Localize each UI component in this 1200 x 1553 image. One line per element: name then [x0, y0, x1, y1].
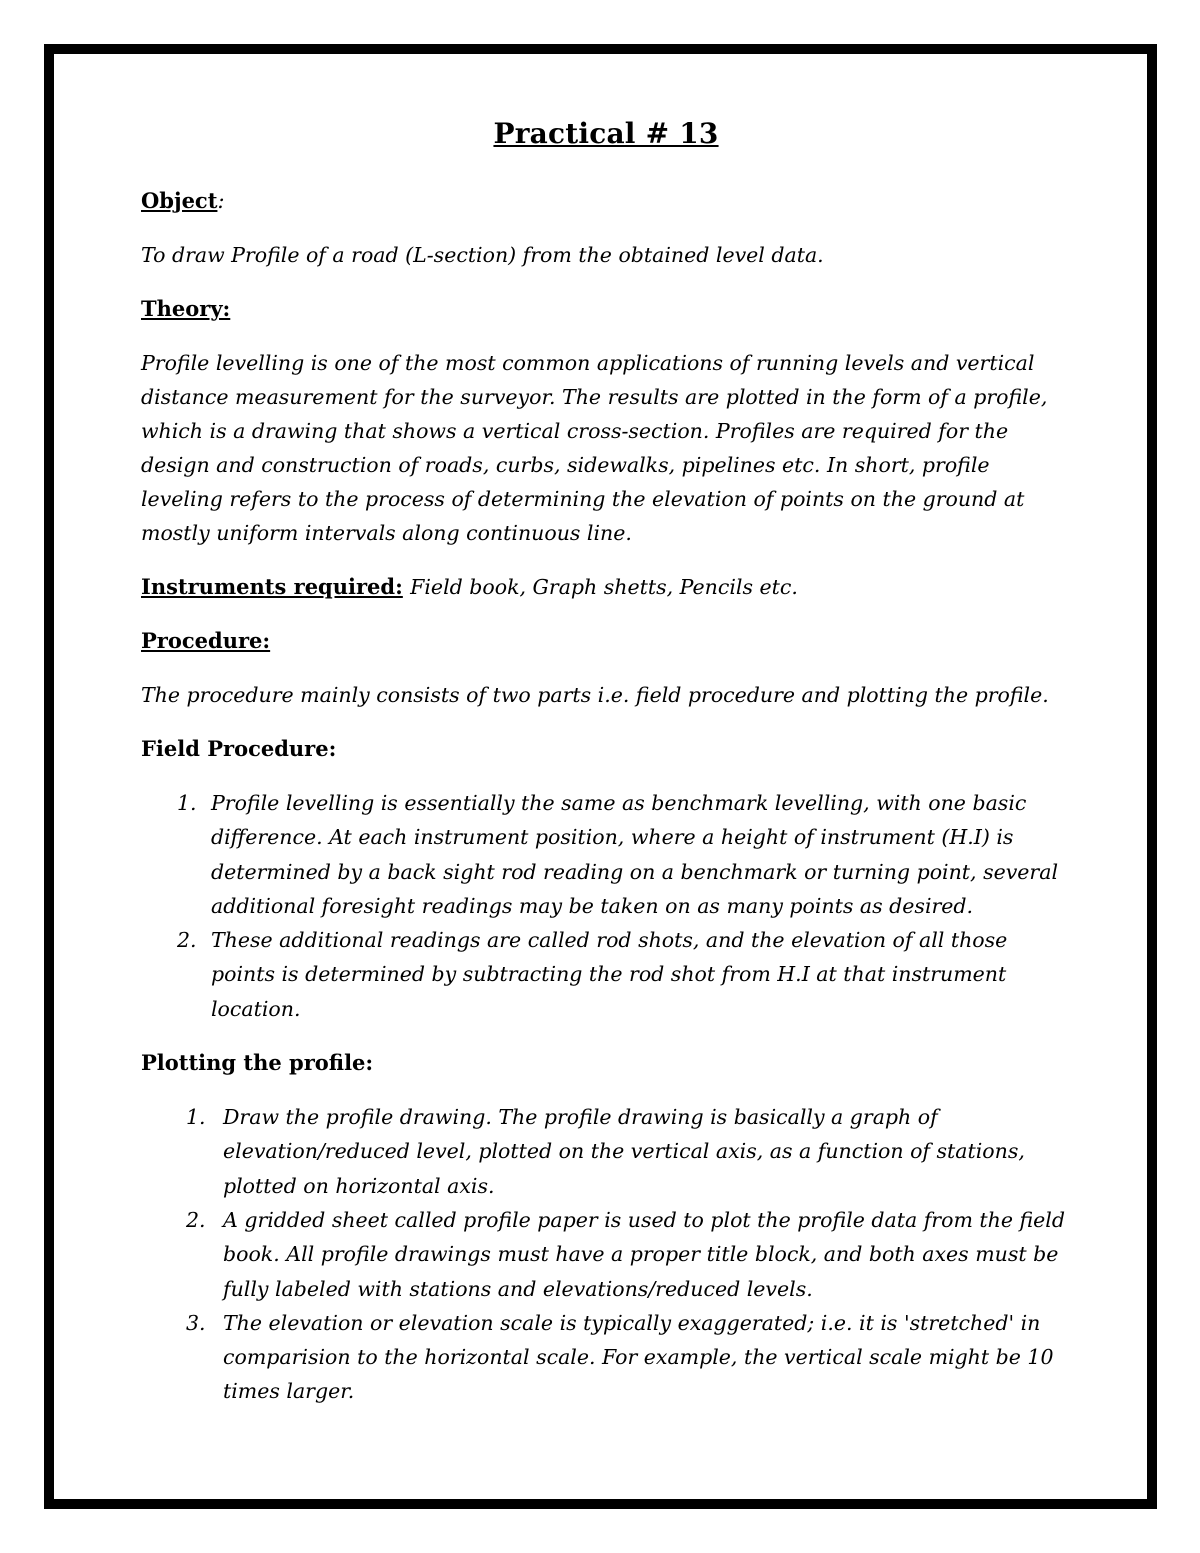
object-heading-colon: :: [217, 189, 225, 213]
procedure-text: The procedure mainly consists of two parts i.e. field procedure and plotting the profile.: [141, 683, 1049, 707]
page-title: Practical # 13: [493, 117, 719, 150]
instruments-heading-label: Instruments required:: [141, 574, 403, 599]
theory-heading-label: Theory:: [141, 296, 231, 321]
plotting-heading: Plotting the profile:: [141, 1050, 374, 1076]
list-item-text: A gridded sheet called profile paper is used to plot the profile data from the field book. All profile drawings must have a proper title block, and both axes must be fully labeled with stations and elevations/reduced levels.: [223, 1207, 1065, 1301]
list-item-number: 2.: [186, 1207, 206, 1232]
list-item-text: These additional readings are called rod shots, and the elevation of all those points is determined by subtracting the rod shot from H.I at that instrument location.: [211, 928, 1008, 1021]
instruments-heading: [141, 570, 1071, 604]
field-procedure-heading: Field Procedure:: [141, 736, 337, 761]
list-item-text: The elevation or elevation scale is typically exaggerated; i.e. it is 'stretched' in comparision to the horizontal scale. For example, the vertical scale might be 10 times larger.: [223, 1310, 1054, 1404]
list-item: [141, 1100, 1071, 1203]
list-item-text: Profile levelling is essentially the same as benchmark levelling, with one basic difference. At each instrument position, where a height of instrument (H.I) is determined by a back sight rod reading on a benchmark or turning point, several additional foresight readings may be taken on as many points as desired.: [211, 791, 1059, 918]
procedure-heading: [141, 624, 1071, 658]
plotting-list: [141, 1100, 1071, 1409]
instruments-text: Field book, Graph shetts, Pencils etc.: [410, 575, 798, 599]
field-procedure-list: [141, 786, 1071, 1026]
list-item: [141, 1203, 1071, 1306]
theory-heading: [141, 292, 1071, 326]
document-content: [141, 114, 1071, 1409]
list-item-number: 3.: [186, 1310, 206, 1335]
object-text: To draw Profile of a road (L-section) from the obtained level data.: [141, 243, 824, 267]
list-item: [141, 1306, 1071, 1409]
object-heading-label: Object: [141, 188, 218, 213]
list-item-number: 2.: [177, 928, 197, 953]
theory-text: Profile levelling is one of the most common applications of running levels and vertical distance measurement for the surveyor. The results are plotted in the form of a profile, which is a drawing that shows a vertical cross-section. Profiles are required for the design and construction of roads, curbs, sidewalks, pipelines etc. In short, profile leveling refers to the process of determining the elevation of points on the ground at mostly uniform intervals along continuous line.: [141, 351, 1048, 545]
object-heading: [141, 184, 1071, 218]
list-item-text: Draw the profile drawing. The profile drawing is basically a graph of elevation/reduced level, plotted on the vertical axis, as a function of stations, plotted on horizontal axis.: [223, 1105, 1025, 1198]
list-item-number: 1.: [186, 1105, 206, 1130]
procedure-heading-label: Procedure:: [141, 628, 271, 653]
list-item: [141, 923, 1071, 1026]
list-item: [141, 786, 1071, 923]
list-item-number: 1.: [177, 791, 197, 815]
